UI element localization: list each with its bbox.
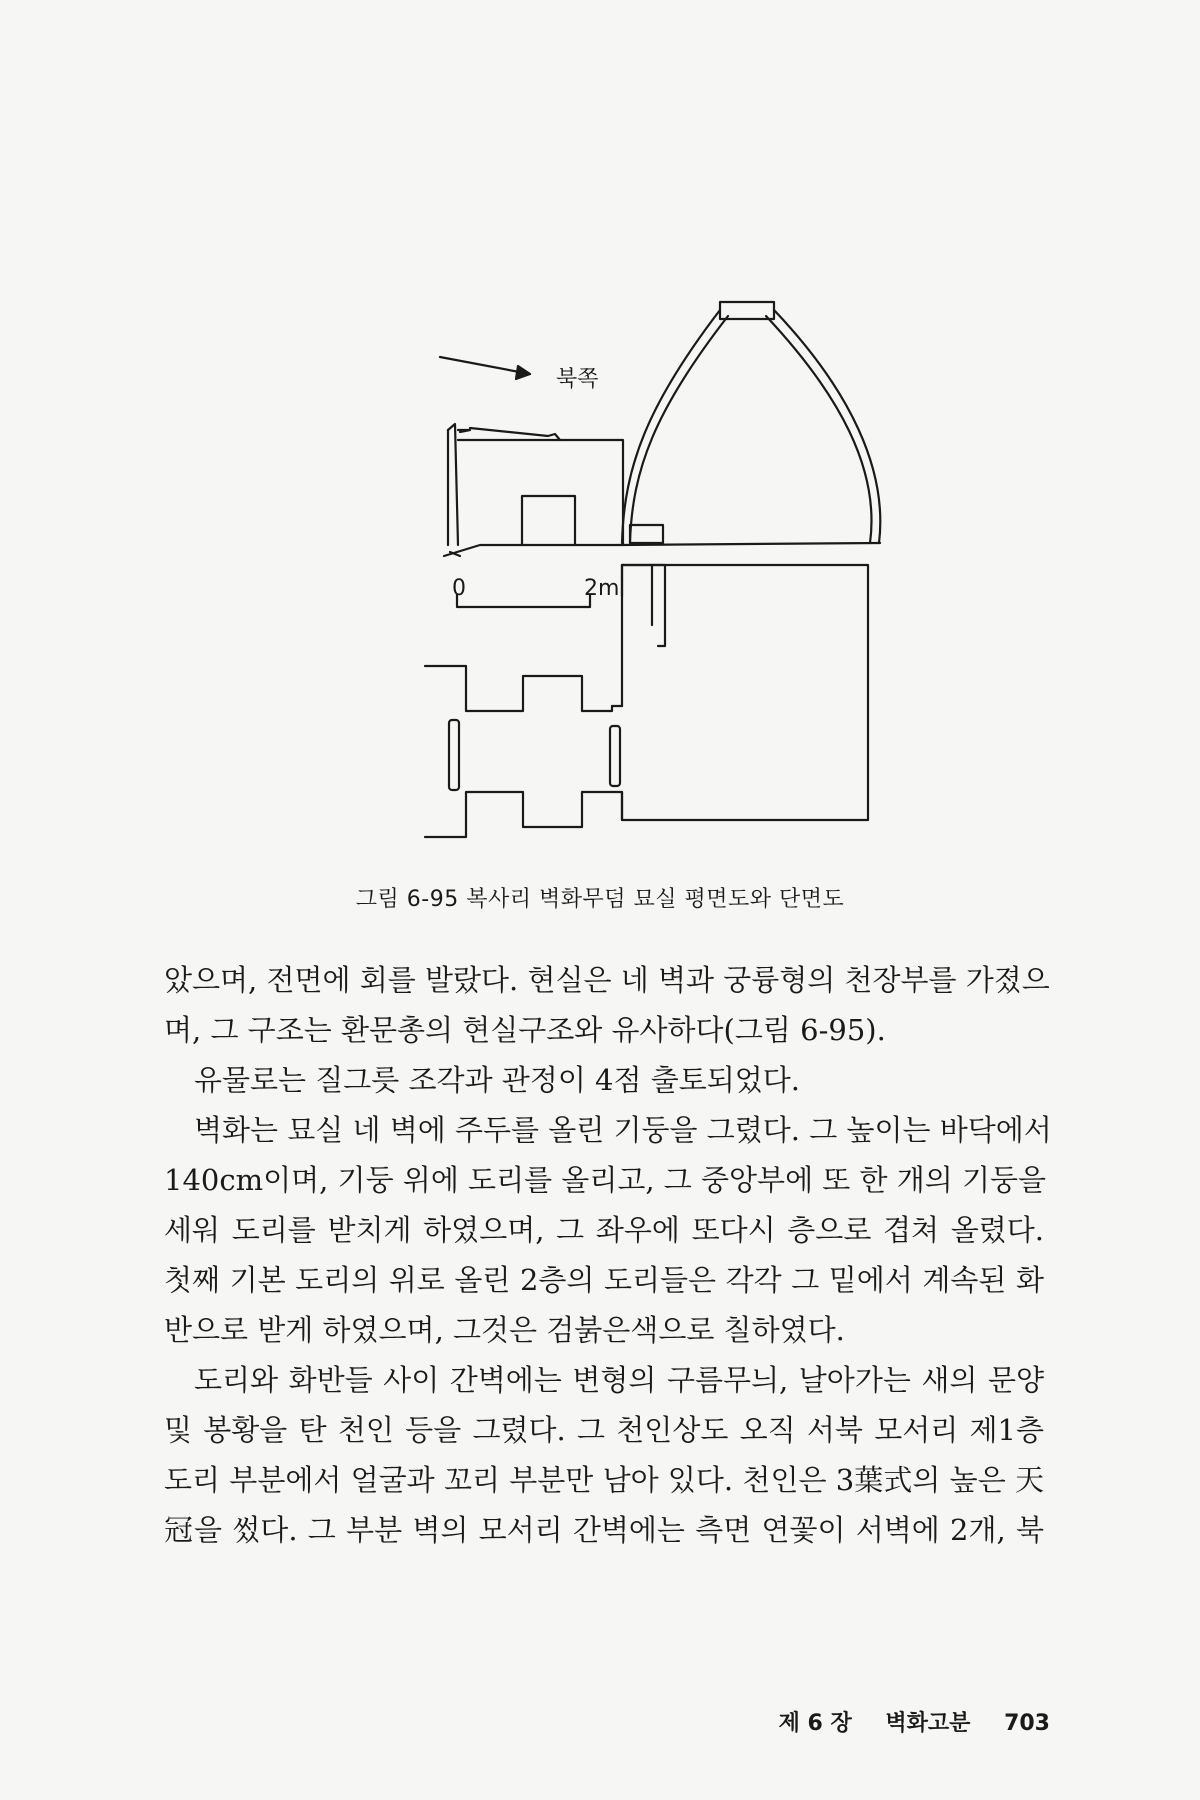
scale-end-label: 2m [584, 576, 620, 601]
text-line: 반으로 받게 하였으며, 그것은 검붉은색으로 칠하였다. [164, 1313, 845, 1347]
text-line: 세워 도리를 받치게 하였으며, 그 좌우에 또다시 층으로 겹쳐 올렸다. [164, 1213, 1044, 1247]
text-line: 며, 그 구조는 환문총의 현실구조와 유사하다(그림 6-95). [164, 1013, 886, 1047]
page-number: 703 [1004, 1711, 1050, 1736]
scale-bar [457, 595, 590, 607]
text-line: 첫째 기본 도리의 위로 올린 2층의 도리들은 각각 그 밑에서 계속된 화 [164, 1263, 1044, 1297]
chapter-label: 제 6 장 [778, 1711, 852, 1736]
text-line: 도리 부분에서 얼굴과 꼬리 부분만 남아 있다. 천인은 3葉式의 높은 天 [164, 1463, 1044, 1497]
figure-caption: 그림 6-95 복사리 벽화무덤 묘실 평면도와 단면도 [355, 887, 845, 912]
text-line: 및 봉황을 탄 천인 등을 그렸다. 그 천인상도 오직 서북 모서리 제1층 [164, 1413, 1044, 1447]
north-label: 북쪽 [556, 367, 599, 392]
paragraph [164, 1355, 1044, 1555]
text-line: 유물로는 질그릇 조각과 관정이 4점 출토되었다. [194, 1063, 801, 1097]
chapter-title: 벽화고분 [885, 1711, 971, 1736]
page-footer [779, 1706, 1050, 1737]
section-elevation [444, 302, 880, 556]
text-line: 도리와 화반들 사이 간벽에는 변형의 구름무늬, 날아가는 새의 문양 [194, 1363, 1044, 1397]
floor-plan [425, 565, 868, 837]
text-line: 140cm이며, 기둥 위에 도리를 올리고, 그 중앙부에 또 한 개의 기둥을 [164, 1163, 1047, 1197]
body-text [164, 955, 1052, 1555]
tomb-drawing-figure [0, 0, 1200, 880]
paragraph [164, 955, 1050, 1055]
text-line: 았으며, 전면에 회를 발랐다. 현실은 네 벽과 궁륭형의 천장부를 가졌으 [164, 963, 1050, 997]
scale-zero-label: 0 [452, 576, 466, 601]
paragraph [164, 1105, 1052, 1355]
paragraph [164, 1055, 1044, 1105]
north-arrow [440, 357, 530, 379]
text-line: 冠을 썼다. 그 부분 벽의 모서리 간벽에는 측면 연꽃이 서벽에 2개, 북 [164, 1513, 1044, 1547]
text-line: 벽화는 묘실 네 벽에 주두를 올린 기둥을 그렸다. 그 높이는 바닥에서 [194, 1113, 1052, 1147]
